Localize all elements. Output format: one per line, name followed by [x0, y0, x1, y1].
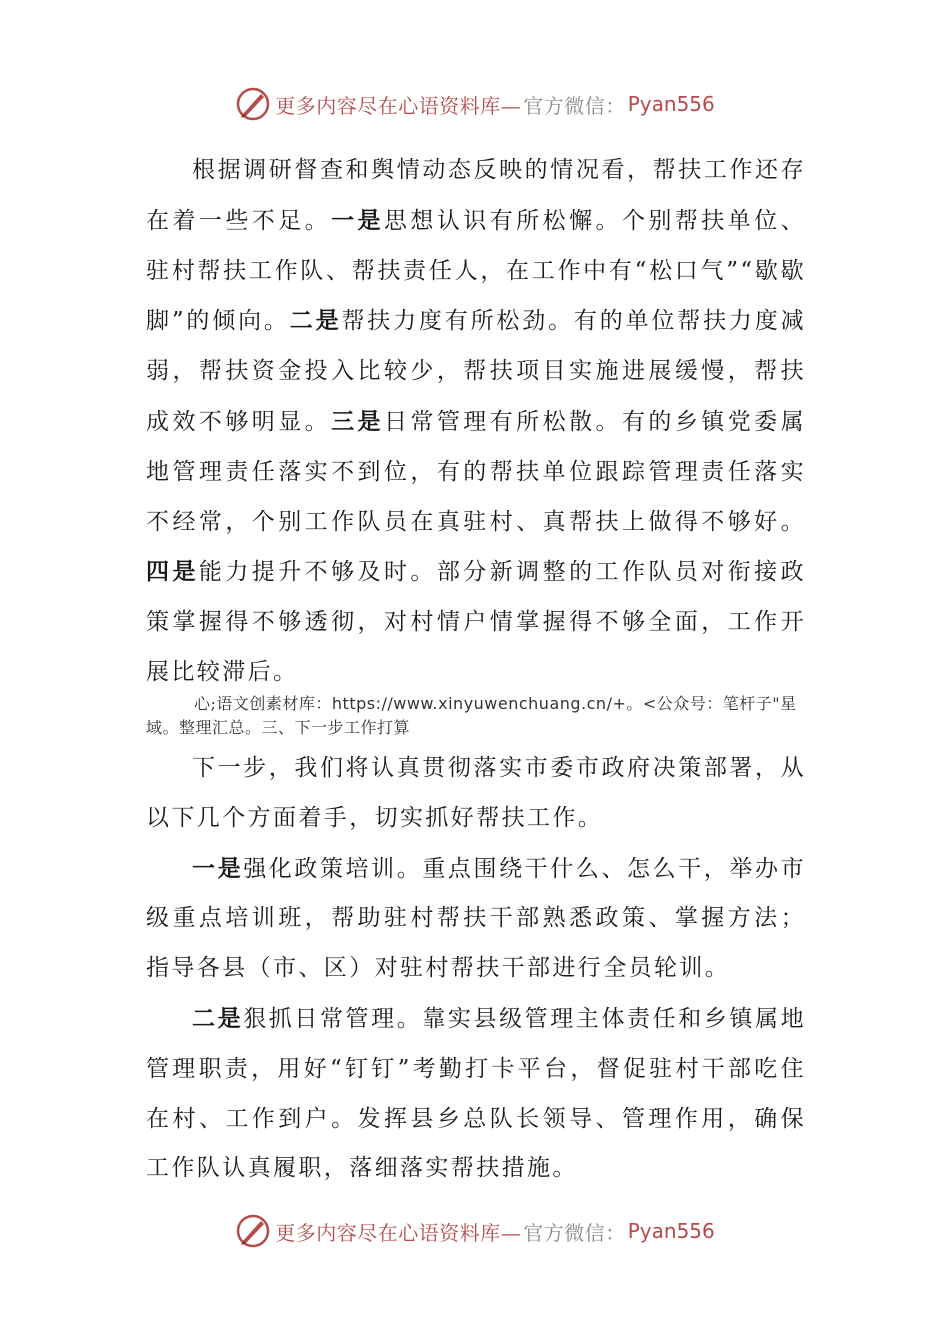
footer-wechat-id: Pyan556 — [627, 1219, 715, 1243]
section-problems — [146, 146, 806, 698]
step-1-label: 一是 — [192, 854, 244, 882]
point-4-text: 能力提升不够及时。部分新调整的工作队员对衔接政策掌握得不够透彻，对村情户情掌握得不够全面，工作开展比较滞后。 — [146, 559, 806, 685]
step-2-text: 狠抓日常管理。靠实县级管理主体责任和乡镇属地管理职责，用好“钉钉”考勤打卡平台，督促驻村干部吃住在村、工作到户。发挥县乡总队长领导、管理作用，确保工作队认真履职，落细落实帮扶措施。 — [146, 1005, 806, 1182]
note-prefix: 心;语文创素材库： — [194, 694, 332, 713]
point-3-text: 日常管理有所松散。有的乡镇党委属地管理责任落实不到位，有的帮扶单位跟踪管理责任落实不经常，个别工作队员在真驻村、真帮扶上做得不够好。 — [146, 408, 806, 535]
header-banner — [0, 84, 950, 124]
banner-wechat-label: 官方微信： — [523, 93, 626, 118]
footer-banner — [0, 1211, 950, 1251]
source-note — [146, 692, 806, 740]
banner-wechat-id: Pyan556 — [627, 92, 715, 116]
problems-intro: 根据调研督查和舆情动态反映的情况看，帮扶工作还存在着一些不足。 — [146, 157, 806, 234]
section-next-steps — [146, 744, 806, 1194]
footer-banner-text: 更多内容尽在心语资料库— — [275, 1220, 522, 1245]
problems-paragraph — [146, 146, 806, 698]
banner-text: 更多内容尽在心语资料库— — [275, 93, 522, 118]
note-url: https://www.xinyuwenchuang.cn/+ — [331, 694, 627, 713]
pen-logo-icon — [235, 86, 271, 122]
point-4-label: 四是 — [146, 558, 199, 586]
note-suffix: 。<公众号：笔杆子"星域。整理汇总。三、下一步工作打算 — [146, 694, 797, 737]
point-1-text: 思想认识有所松懈。个别帮扶单位、驻村帮扶工作队、帮扶责任人，在工作中有“松口气”“歇歇脚”的倾向。 — [146, 207, 806, 335]
step-2-label: 二是 — [192, 1004, 244, 1032]
pen-logo-icon — [235, 1213, 271, 1249]
footer-wechat-label: 官方微信： — [523, 1220, 626, 1245]
point-2-label: 二是 — [289, 307, 342, 335]
point-1-label: 一是 — [331, 206, 384, 234]
point-2-text: 帮扶力度有所松劲。有的单位帮扶力度减弱，帮扶资金投入比较少，帮扶项目实施进展缓慢，帮扶成效不够明显。 — [146, 308, 806, 435]
step-1-text: 强化政策培训。重点围绕干什么、怎么干，举办市级重点培训班，帮助驻村帮扶干部熟悉政策、掌握方法；指导各县（市、区）对驻村帮扶干部进行全员轮训。 — [146, 855, 806, 982]
next-steps-intro: 下一步，我们将认真贯彻落实市委市政府决策部署，从以下几个方面着手，切实抓好帮扶工作。 — [146, 755, 806, 831]
step-1-paragraph — [146, 844, 806, 994]
step-2-paragraph — [146, 994, 806, 1194]
point-3-label: 三是 — [331, 407, 384, 435]
